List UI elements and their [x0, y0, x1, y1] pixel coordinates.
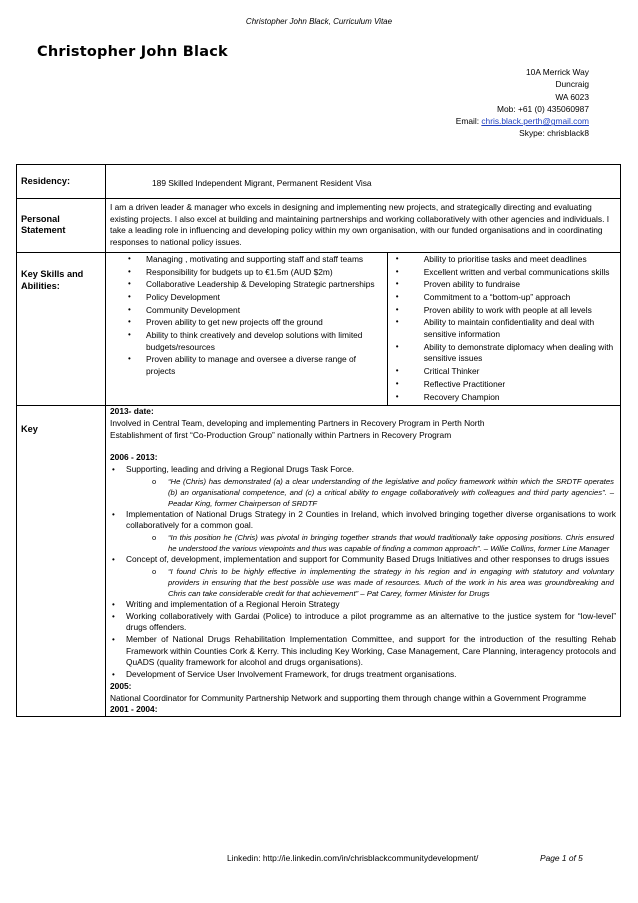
running-header: Christopher John Black, Curriculum Vitae	[245, 17, 393, 26]
bullet-icon: •	[112, 555, 115, 565]
bullet-icon: •	[395, 366, 399, 376]
period-2006-heading: 2006 - 2013:	[110, 452, 158, 463]
period-2013-line-1: Involved in Central Team, developing and implementing Partners in Recovery Program in Perth North	[110, 417, 485, 428]
residency-label: Residency:	[17, 165, 106, 199]
email-line	[456, 115, 589, 127]
bullet-icon: •	[128, 279, 131, 289]
candidate-name: Christopher John Black	[37, 44, 228, 60]
skill-text: Policy Development	[146, 291, 221, 302]
achievement-item	[110, 509, 616, 532]
achievement-item	[110, 611, 616, 634]
bullet-icon: •	[395, 378, 399, 388]
skills-label: Key Skills and Abilities:	[17, 252, 106, 405]
bullet-icon: •	[128, 354, 131, 364]
bullet-icon: •	[128, 291, 131, 301]
bullet-icon: •	[395, 266, 399, 276]
achievement-text: Supporting, leading and driving a Regional Drugs Task Force.	[126, 464, 354, 475]
cv-table	[16, 164, 621, 717]
bullet-icon: •	[395, 304, 399, 314]
testimonial-quote	[110, 476, 616, 509]
quote-text: “In this position he (Chris) was pivotal in bringing together strands that would traditionally take opposing positions. Chris ensured he understood the various viewpoints and thus was capable of finding a common approach”. – Willie Collins, former Line Manager	[168, 533, 614, 554]
bullet-icon: •	[112, 670, 115, 680]
skill-item	[388, 316, 618, 340]
skill-text: Proven ability to work with people at all levels	[423, 304, 592, 315]
quote-text: “He (Chris) has demonstrated (a) a clear understanding of the legislative and policy framework within which the SRDTF operates (b) an organisational competence, and (c) a critical ability to engage collaboratively with colleagues and third party agencies”. – Peadar King, former Chairperson of SRDTF	[168, 476, 614, 508]
achievement-item	[110, 464, 616, 476]
skill-text: Ability to prioritise tasks and meet deadlines	[423, 253, 587, 264]
statement-row	[17, 199, 621, 253]
sub-bullet-icon: o	[152, 533, 157, 543]
testimonial-quote	[110, 532, 616, 554]
bullet-icon: •	[112, 634, 115, 644]
skill-item	[106, 291, 385, 304]
skill-text: Collaborative Leadership & Developing Strategic partnerships	[146, 279, 375, 290]
period-2005-heading: 2005:	[110, 680, 132, 691]
bullet-icon: •	[395, 317, 399, 327]
bullet-icon: •	[395, 279, 399, 289]
skills-row	[17, 252, 621, 405]
period-2005-text: National Coordinator for Community Partnership Network and supporting them through change within a Government Programme	[110, 692, 587, 703]
bullet-icon: •	[112, 465, 115, 475]
bullet-icon: •	[128, 304, 131, 314]
period-2006-list	[110, 464, 616, 681]
key-row	[17, 406, 621, 717]
mobile-number: Mob: +61 (0) 435060987	[497, 103, 589, 114]
achievement-text: Working collaboratively with Gardai (Police) to introduce a pilot programme as an alternative to the justice system for “low-level” drugs offenders.	[126, 610, 616, 633]
sub-bullet-icon: o	[152, 476, 157, 486]
testimonial-quote	[110, 566, 616, 599]
address-line-1: 10A Merrick Way	[526, 67, 589, 77]
period-2013-line-2: Establishment of first “Co-Production Group” nationally within Partners in Recovery Program	[110, 429, 452, 440]
statement-text: I am a driven leader & manager who excels in designing and implementing new projects, and strategically directing and evaluating existing projects. I also excel at building and maintaining partnerships and working collaboratively with other agencies and individuals. I take a leading role in influencing and developing policy within my own organisation, with our funded organisations and in coordinating responses to national policy issues.	[110, 202, 610, 248]
period-2001-heading: 2001 - 2004:	[110, 704, 158, 715]
key-label: Key	[17, 406, 106, 717]
achievement-item	[110, 634, 616, 669]
statement-label: Personal Statement	[17, 199, 106, 253]
sub-bullet-icon: o	[152, 566, 157, 576]
bullet-icon: •	[128, 317, 131, 327]
bullet-icon: •	[128, 330, 131, 340]
skill-item	[388, 278, 618, 291]
skill-item	[388, 341, 618, 365]
skills-left-column	[106, 253, 388, 405]
skill-text: Ability to demonstrate diplomacy when dealing with sensitive issues	[423, 341, 614, 364]
achievement-text: Development of Service User Involvement Framework, for drugs treatment organisations.	[126, 669, 457, 680]
bullet-icon: •	[112, 509, 115, 519]
bullet-icon: •	[395, 391, 399, 401]
contact-block	[456, 66, 589, 140]
skill-item	[388, 378, 618, 391]
email-label: Email:	[455, 116, 482, 127]
skill-item	[388, 253, 618, 266]
bullet-icon: •	[395, 341, 399, 351]
skills-cell	[106, 252, 621, 405]
skill-text: Critical Thinker	[423, 366, 480, 377]
achievement-text: Concept of, development, implementation and support for Community Based Drugs Initiatives and other responses to drugs issues	[126, 554, 610, 565]
skill-text: Recovery Champion	[423, 391, 500, 402]
skill-text: Ability to maintain confidentiality and deal with sensitive information	[423, 317, 595, 340]
period-2013-heading: 2013- date:	[110, 406, 154, 417]
bullet-icon: •	[128, 253, 131, 263]
achievement-item	[110, 669, 616, 681]
skill-text: Commitment to a “bottom-up” approach	[423, 291, 571, 302]
bullet-icon: •	[128, 266, 131, 276]
achievement-text: Implementation of National Drugs Strategy in 2 Counties in Ireland, which involved bringing together diverse organisations to work collaboratively for a common goal.	[126, 508, 616, 531]
address-line-2: Duncraig	[555, 79, 589, 90]
bullet-icon: •	[112, 599, 115, 609]
bullet-icon: •	[112, 611, 115, 621]
skill-item	[106, 266, 385, 279]
residency-value: 189 Skilled Independent Migrant, Permanent Resident Visa	[152, 178, 372, 188]
skill-text: Reflective Practitioner	[423, 378, 506, 389]
skill-item	[106, 353, 385, 377]
page-number: Page 1 of 5	[540, 853, 583, 863]
skype-id: Skype: chrisblack8	[519, 128, 589, 139]
residency-row	[17, 165, 621, 199]
achievement-text: Member of National Drugs Rehabilitation Implementation Committee, and support for the introduction of the resulting Rehab Framework within Counties Cork & Kerry. This including Key Working, Case Management, Care Planning, interagency protocols and QuADS (quality framework for alcohol and drugs organisations).	[126, 633, 616, 668]
address-line-3: WA 6023	[555, 91, 589, 102]
key-cell	[106, 406, 621, 717]
skill-text: Excellent written and verbal communications skills	[423, 266, 610, 277]
skill-item	[106, 278, 385, 291]
skill-item	[388, 391, 618, 404]
skill-item	[388, 266, 618, 279]
bullet-icon: •	[395, 253, 399, 263]
statement-cell	[106, 199, 621, 253]
skill-item	[388, 291, 618, 304]
skill-item	[388, 365, 618, 378]
achievement-item	[110, 599, 616, 611]
skill-text: Responsibility for budgets up to €1.5m (AUD $2m)	[146, 266, 333, 277]
skill-item	[106, 304, 385, 317]
skill-item	[388, 304, 618, 317]
email-link[interactable]: chris.black.perth@gmail.com	[481, 116, 589, 127]
quote-text: “I found Chris to be highly effective in implementing the strategy in his region and in engaging with statutory and voluntary providers in ensuring that the best possible use was made of resources. Much of the work in his area was groundbreaking and Chris can take considerable credit for that achievement” – Pat Carey, former Minister for Drugs	[168, 566, 614, 598]
skill-text: Community Development	[146, 304, 241, 315]
linkedin-url[interactable]: Linkedin: http://ie.linkedin.com/in/chrisblackcommunitydevelopment/	[227, 853, 479, 863]
skill-text: Ability to think creatively and develop solutions with limited budgets/resources	[146, 330, 363, 352]
skill-text: Proven ability to get new projects off the ground	[146, 317, 323, 328]
skill-text: Proven ability to fundraise	[423, 279, 521, 290]
skill-item	[106, 253, 385, 266]
achievement-text: Writing and implementation of a Regional Heroin Strategy	[126, 598, 340, 609]
residency-cell	[106, 165, 621, 199]
bullet-icon: •	[395, 291, 399, 301]
skill-item	[106, 316, 385, 329]
skill-item	[106, 329, 385, 353]
skill-text: Proven ability to manage and oversee a diverse range of projects	[146, 354, 356, 377]
skill-text: Managing , motivating and supporting staff and staff teams	[146, 253, 364, 264]
achievement-item	[110, 554, 616, 566]
skills-right-column	[388, 253, 620, 405]
